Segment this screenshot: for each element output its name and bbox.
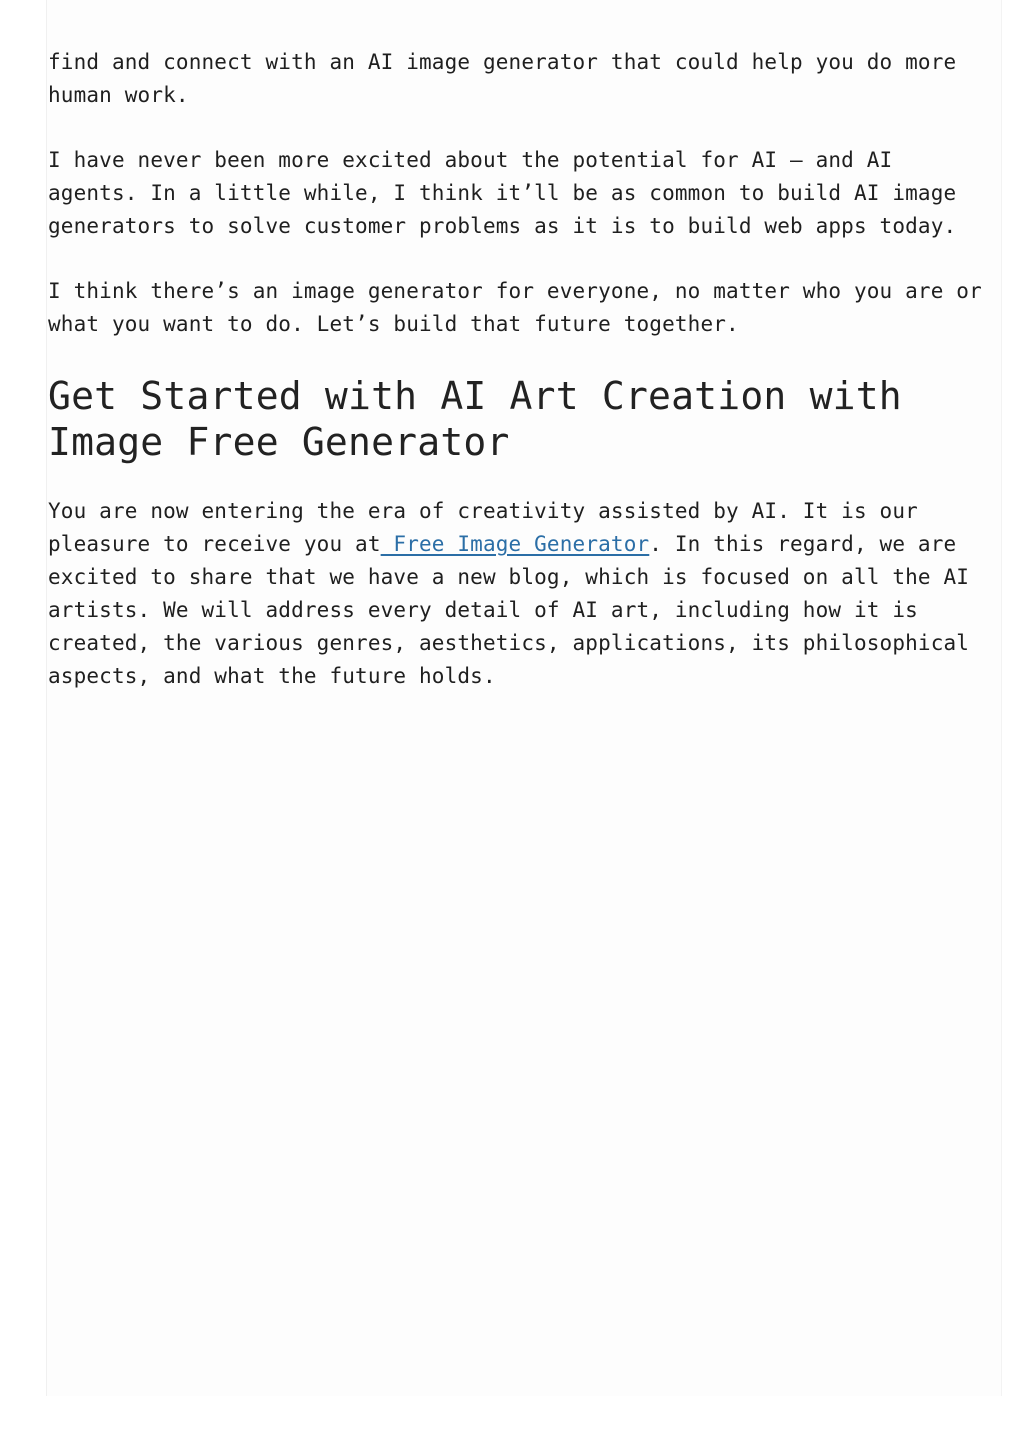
- paragraph-excited-about-ai: I have never been more excited about the potential for AI — and AI agents. In a little while, I think it’ll be as common to build AI image generators to solve customer problems as it is to build web apps today.: [48, 148, 957, 238]
- paragraph-intro: [48, 495, 988, 693]
- section-heading: Get Started with AI Art Creation with Image Free Generator: [48, 374, 902, 464]
- intro-text-before-link: You are now entering the era of creativity assisted by AI. It is our pleasure to receive you at: [48, 499, 918, 556]
- free-image-generator-link[interactable]: Free Image Generator: [380, 532, 650, 556]
- article-body: [48, 46, 988, 725]
- paragraph-generator-for-everyone: I think there’s an image generator for everyone, no matter who you are or what you want to do. Let’s build that future together.: [48, 279, 982, 336]
- paragraph-ai-generator-connect: find and connect with an AI image generator that could help you do more human work.: [48, 50, 957, 107]
- intro-text-after-link: . In this regard, we are excited to share that we have a new blog, which is focused on all the AI artists. We will address every detail of AI art, including how it is created, the various genres, aesthetics, applications, its philosophical aspects, and what the future holds.: [48, 532, 970, 688]
